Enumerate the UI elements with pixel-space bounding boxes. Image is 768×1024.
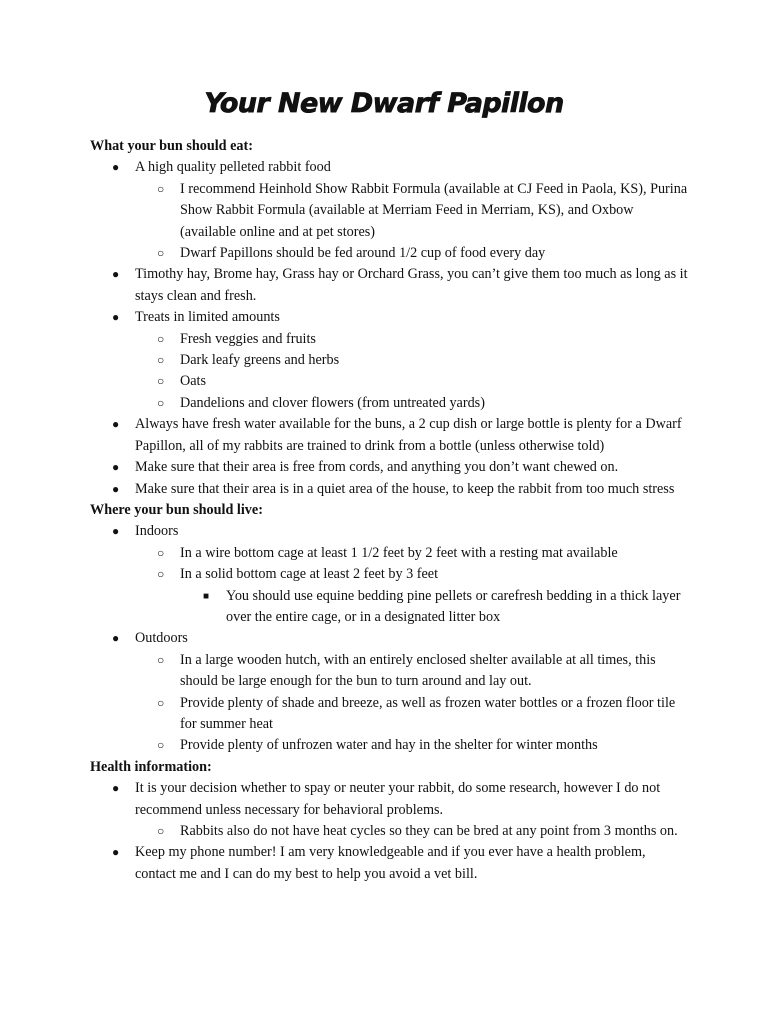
bullet-marker-icon: ● (112, 845, 120, 860)
list-item (90, 414, 690, 457)
circle-marker-icon: ○ (157, 246, 165, 261)
circle-marker-icon: ○ (157, 652, 165, 667)
circle-marker-icon: ○ (157, 181, 165, 196)
circle-marker-icon: ○ (157, 395, 165, 410)
list-item-text: A high quality pelleted rabbit food (135, 159, 331, 176)
list-item (90, 693, 690, 736)
list-item-text: It is your decision whether to spay or neuter your rabbit, do some research, however I do not recommend unless necessary for behavioral problems. (135, 780, 661, 818)
list-item-text: Treats in limited amounts (135, 309, 280, 326)
bullet-marker-icon: ● (112, 524, 120, 539)
circle-marker-icon: ○ (157, 824, 165, 838)
list-item-text: Outdoors (135, 630, 188, 647)
list-item-text: Keep my phone number! I am very knowledgeable and if you ever have a health problem, contact me and I can do my best to help you avoid a vet bill. (135, 844, 646, 882)
list-item (90, 778, 690, 821)
list-item-text: Make sure that their area is free from cords, and anything you don’t want chewed on. (135, 459, 619, 476)
section-heading: Health information: (90, 758, 212, 775)
list-item (90, 842, 690, 885)
list-item-text: Provide plenty of shade and breeze, as well as frozen water bottles or a frozen floor tile for summer heat (180, 694, 676, 732)
list-item-text: I recommend Heinhold Show Rabbit Formula (available at CJ Feed in Paola, KS), Purina Show Rabbit Formula (available at Merriam Feed in Merriam, KS), and Oxbow (available online and at pet stores) (180, 180, 688, 240)
list-item-text: Rabbits also do not have heat cycles so they can be bred at any point from 3 months on. (180, 823, 678, 839)
bullet-marker-icon: ● (112, 781, 120, 796)
bullet-marker-icon: ● (112, 310, 120, 325)
circle-marker-icon: ○ (157, 374, 165, 389)
list-item-text: Indoors (135, 523, 179, 540)
list-item (90, 628, 690, 649)
list-item (90, 329, 690, 350)
section-heading: Where your bun should live: (90, 501, 263, 518)
list-item (90, 307, 690, 328)
list-item (90, 521, 690, 542)
list-item (90, 564, 690, 585)
list-item-text: Timothy hay, Brome hay, Grass hay or Orchard Grass, you can’t give them too much as long as it stays clean and fresh. (135, 266, 688, 304)
list-item (90, 457, 690, 478)
list-item (90, 821, 690, 842)
list-item-text: Provide plenty of unfrozen water and hay in the shelter for winter months (180, 737, 598, 754)
list-item-text: In a wire bottom cage at least 1 1/2 feet by 2 feet with a resting mat available (180, 544, 618, 561)
bullet-marker-icon: ● (112, 160, 120, 175)
bullet-marker-icon: ● (112, 417, 120, 432)
list-item-text: Dandelions and clover flowers (from untreated yards) (180, 394, 485, 411)
list-item-text: You should use equine bedding pine pellets or carefresh bedding in a thick layer over the entire cage, or in a designated litter box (226, 587, 681, 625)
list-item-text: In a large wooden hutch, with an entirely enclosed shelter available at all times, this should be large enough for the bun to turn around and lay out. (180, 651, 656, 690)
list-item (90, 243, 690, 264)
section-heading: What your bun should eat: (90, 138, 253, 154)
list-item-text: In a solid bottom cage at least 2 feet by 3 feet (180, 566, 439, 583)
list-item-text: Dark leafy greens and herbs (180, 352, 340, 369)
square-marker-icon: ■ (203, 590, 210, 602)
circle-marker-icon: ○ (157, 331, 165, 346)
list-item-text: Fresh veggies and fruits (180, 330, 316, 347)
list-item (90, 157, 690, 178)
bullet-marker-icon: ● (112, 267, 120, 282)
bullet-marker-icon: ● (112, 481, 120, 496)
list-item (90, 264, 690, 307)
circle-marker-icon: ○ (157, 545, 165, 560)
document-body (90, 136, 690, 885)
list-item (90, 179, 690, 243)
list-item (90, 543, 690, 564)
circle-marker-icon: ○ (157, 738, 165, 753)
list-item (90, 586, 690, 629)
list-item-text: Make sure that their area is in a quiet area of the house, to keep the rabbit from too much stress (135, 480, 675, 497)
bullet-marker-icon: ● (112, 460, 120, 475)
list-item-text: Dwarf Papillons should be fed around 1/2 cup of food every day (180, 245, 546, 262)
circle-marker-icon: ○ (157, 695, 165, 710)
bullet-marker-icon: ● (112, 631, 120, 646)
list-item-text: Oats (180, 373, 207, 390)
list-item (90, 479, 690, 500)
list-item-text: Always have fresh water available for the buns, a 2 cup dish or large bottle is plenty for a Dwarf Papillon, all of my rabbits are trained to drink from a bottle (unless otherwise told) (135, 416, 682, 454)
list-item (90, 371, 690, 392)
document-title: Your New Dwarf Papillon (204, 88, 564, 119)
list-item (90, 393, 690, 414)
list-item (90, 735, 690, 756)
circle-marker-icon: ○ (157, 567, 165, 582)
circle-marker-icon: ○ (157, 353, 165, 368)
list-item (90, 650, 690, 693)
list-item (90, 350, 690, 371)
